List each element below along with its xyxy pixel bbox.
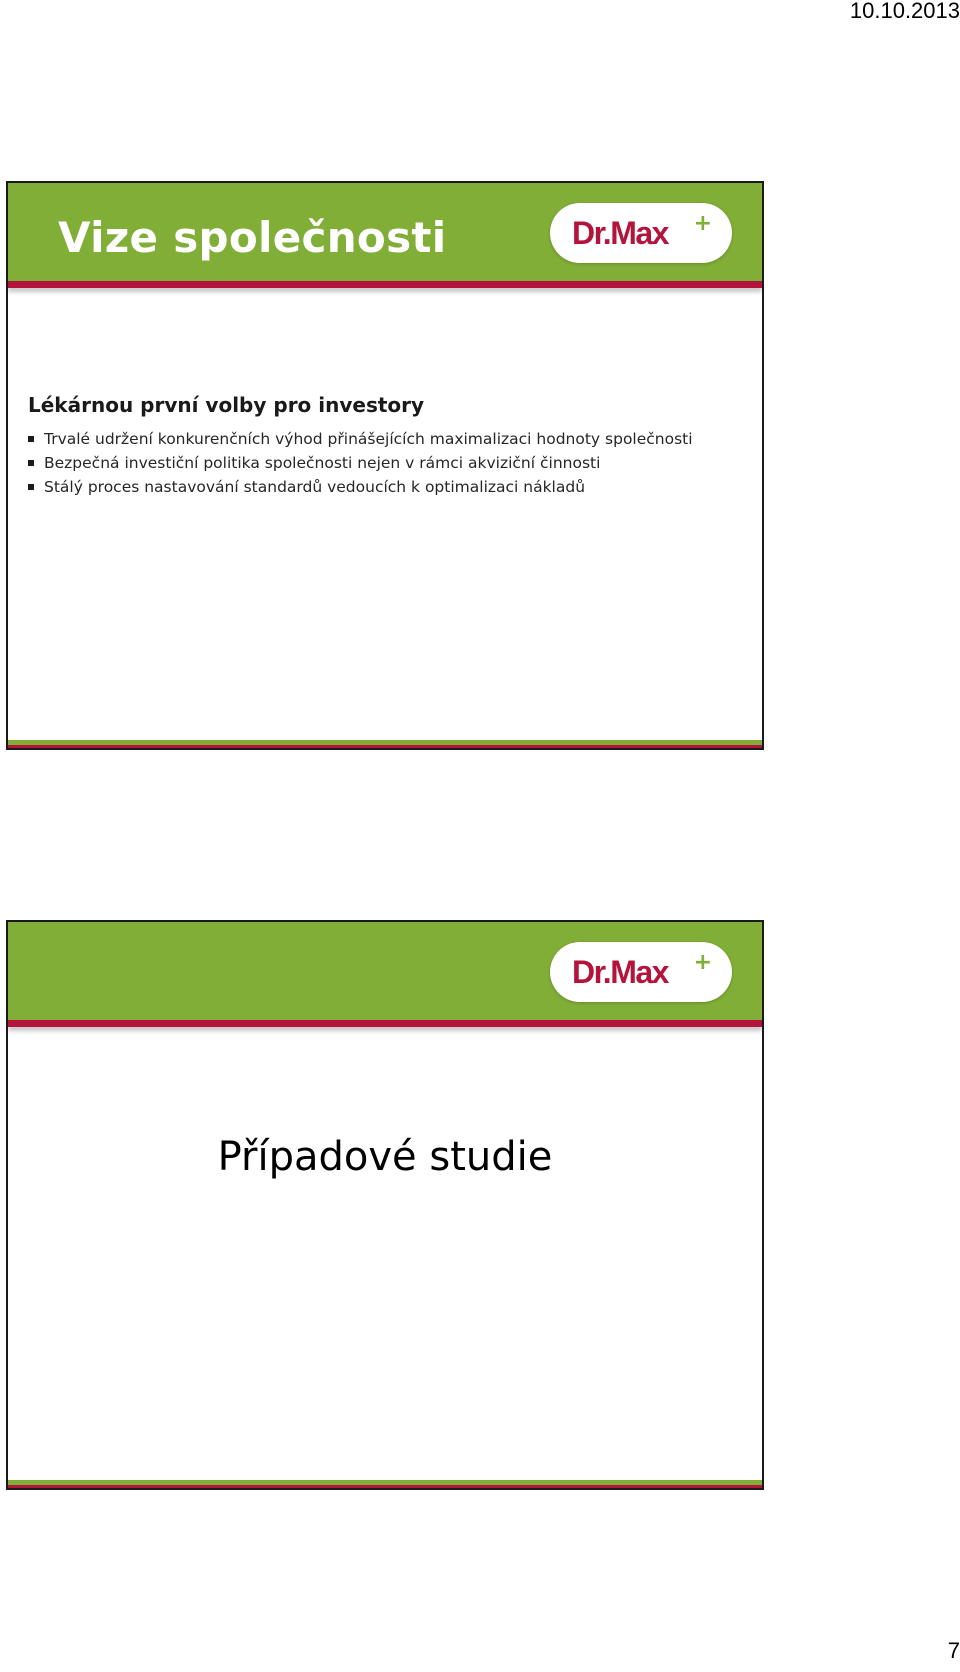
slide-vision bbox=[6, 181, 764, 750]
logo-text: Dr.Max bbox=[572, 215, 668, 251]
bullet-list bbox=[28, 427, 742, 499]
footer-red-bar bbox=[8, 745, 762, 748]
logo-text: Dr.Max bbox=[572, 954, 668, 990]
plus-icon: + bbox=[693, 950, 712, 975]
plus-icon: + bbox=[693, 211, 712, 236]
slide-title: Vize společnosti bbox=[58, 213, 447, 262]
drmax-logo bbox=[550, 203, 732, 263]
body-heading: Lékárnou první volby pro investory bbox=[28, 393, 425, 417]
bullet-item: Bezpečná investiční politika společnosti nejen v rámci akviziční činnosti bbox=[28, 451, 742, 475]
page-date: 10.10.2013 bbox=[849, 0, 960, 23]
slide-header bbox=[8, 922, 762, 1020]
bullet-item: Trvalé udržení konkurenčních výhod přinášejících maximalizaci hodnoty společnosti bbox=[28, 427, 742, 451]
header-divider bbox=[8, 281, 762, 288]
page-number: 7 bbox=[947, 1638, 960, 1663]
slide-body bbox=[28, 393, 742, 499]
slide-case-studies bbox=[6, 920, 764, 1490]
footer-red-bar bbox=[8, 1485, 762, 1488]
bullet-item: Stálý proces nastavování standardů vedoucích k optimalizaci nákladů bbox=[28, 475, 742, 499]
drmax-logo bbox=[550, 942, 732, 1002]
section-title: Případové studie bbox=[217, 1134, 553, 1180]
slide-header bbox=[8, 183, 762, 281]
header-divider bbox=[8, 1020, 762, 1027]
